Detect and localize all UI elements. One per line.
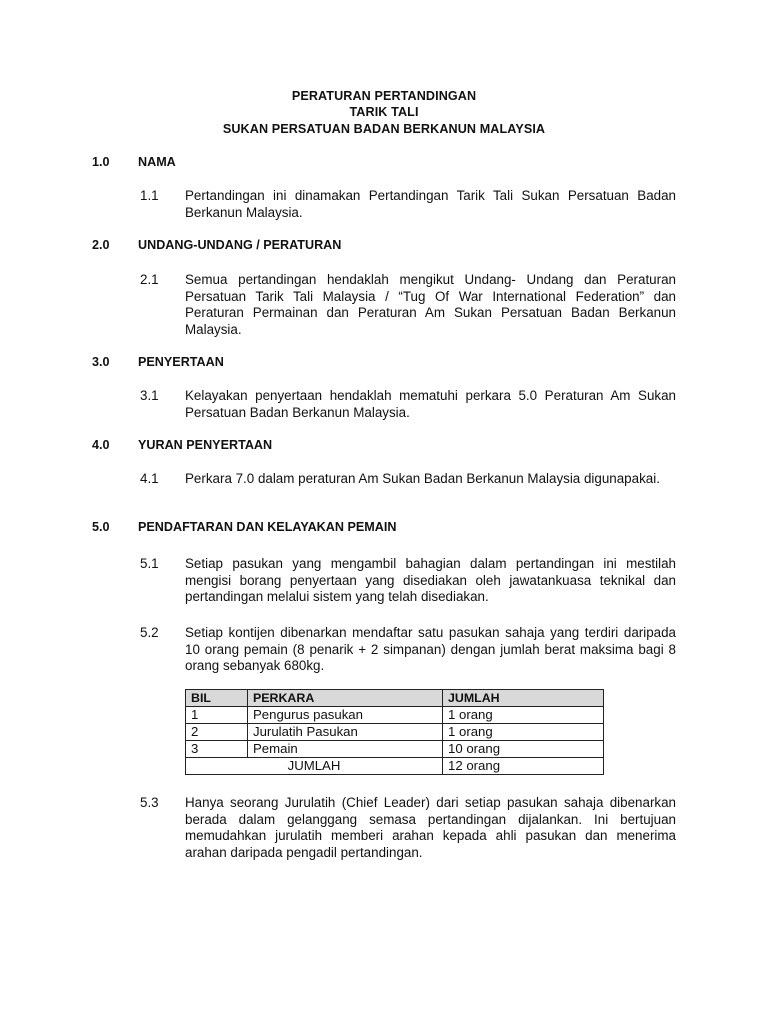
clause-text: Kelayakan penyertaan hendaklah mematuhi perkara 5.0 Peraturan Am Sukan Persatuan Badan Berkanun Malaysia.	[185, 388, 676, 420]
clause-5-2	[140, 625, 676, 675]
table-cell: Pemain	[248, 741, 443, 758]
table-row	[186, 707, 604, 724]
table-cell: Pengurus pasukan	[248, 707, 443, 724]
section-title: PENYERTAAN	[138, 355, 224, 369]
section-heading-pendaftaran	[92, 520, 396, 534]
clause-5-1	[140, 556, 676, 606]
clause-4-1	[140, 471, 676, 488]
clause-1-1	[140, 188, 676, 221]
clause-number: 4.1	[140, 471, 159, 486]
doc-title: PERATURAN PERTANDINGAN	[291, 89, 477, 103]
table-cell: 2	[186, 724, 248, 741]
table-total-label: JUMLAH	[186, 758, 443, 775]
section-heading-yuran	[92, 438, 272, 452]
clause-number: 5.3	[140, 795, 159, 810]
table-cell: 1 orang	[443, 724, 604, 741]
table-cell: 10 orang	[443, 741, 604, 758]
column-header-jumlah: JUMLAH	[443, 690, 604, 707]
doc-subtitle: TARIK TALI	[349, 105, 419, 119]
section-number: 2.0	[92, 238, 110, 252]
clause-text: Pertandingan ini dinamakan Pertandingan Tarik Tali Sukan Persatuan Badan Berkanun Malaysia.	[185, 188, 676, 220]
table-cell: Jurulatih Pasukan	[248, 724, 443, 741]
section-title: UNDANG-UNDANG / PERATURAN	[138, 238, 342, 252]
section-heading-penyertaan	[92, 355, 224, 369]
section-title: NAMA	[138, 155, 176, 169]
section-number: 3.0	[92, 355, 110, 369]
clause-text: Setiap kontijen dibenarkan mendaftar satu pasukan sahaja yang terdiri daripada 10 orang pemain (8 penarik + 2 simpanan) dengan jumlah berat maksima bagi 8 orang sebanyak 680kg.	[185, 625, 676, 674]
table-row	[186, 741, 604, 758]
clause-text: Setiap pasukan yang mengambil bahagian dalam pertandingan ini mestilah mengisi borang penyertaan yang disediakan oleh jawatankuasa teknikal dan pertandingan melalui sistem yang telah disediakan.	[185, 556, 676, 605]
clause-number: 5.2	[140, 625, 159, 640]
table-row	[186, 724, 604, 741]
doc-organizer: SUKAN PERSATUAN BADAN BERKANUN MALAYSIA	[222, 122, 546, 136]
section-heading-undang	[92, 238, 341, 252]
team-composition-table	[185, 689, 604, 775]
clause-number: 5.1	[140, 556, 159, 571]
clause-number: 3.1	[140, 388, 159, 403]
column-header-bil: BIL	[186, 690, 248, 707]
table-total-row	[186, 758, 604, 775]
clause-text: Semua pertandingan hendaklah mengikut Undang- Undang dan Peraturan Persatuan Tarik Tali Malaysia / “Tug Of War International Federation” dan Peraturan Permainan dan Peraturan Am Sukan Persatuan Badan Berkanun Malaysia.	[185, 272, 676, 337]
clause-text: Perkara 7.0 dalam peraturan Am Sukan Badan Berkanun Malaysia digunapakai.	[185, 471, 660, 486]
table-cell: 1 orang	[443, 707, 604, 724]
section-title: PENDAFTARAN DAN KELAYAKAN PEMAIN	[138, 520, 397, 534]
section-number: 4.0	[92, 438, 110, 452]
table-cell: 1	[186, 707, 248, 724]
clause-number: 1.1	[140, 188, 159, 203]
section-heading-nama	[92, 155, 176, 169]
section-number: 1.0	[92, 155, 110, 169]
clause-text: Hanya seorang Jurulatih (Chief Leader) dari setiap pasukan sahaja dibenarkan berada dalam gelanggang semasa pertandingan dijalankan. Ini bertujuan memudahkan jurulatih memberi arahan kepada ahli pasukan dan menerima arahan daripada pengadil pertandingan.	[185, 795, 676, 860]
column-header-perkara: PERKARA	[248, 690, 443, 707]
section-number: 5.0	[92, 520, 110, 534]
section-title: YURAN PENYERTAAN	[138, 438, 273, 452]
clause-number: 2.1	[140, 272, 159, 287]
table-cell: 3	[186, 741, 248, 758]
clause-3-1	[140, 388, 676, 421]
clause-2-1	[140, 272, 676, 338]
table-header-row	[186, 690, 604, 707]
clause-5-3	[140, 795, 676, 861]
table-total-value: 12 orang	[443, 758, 604, 775]
